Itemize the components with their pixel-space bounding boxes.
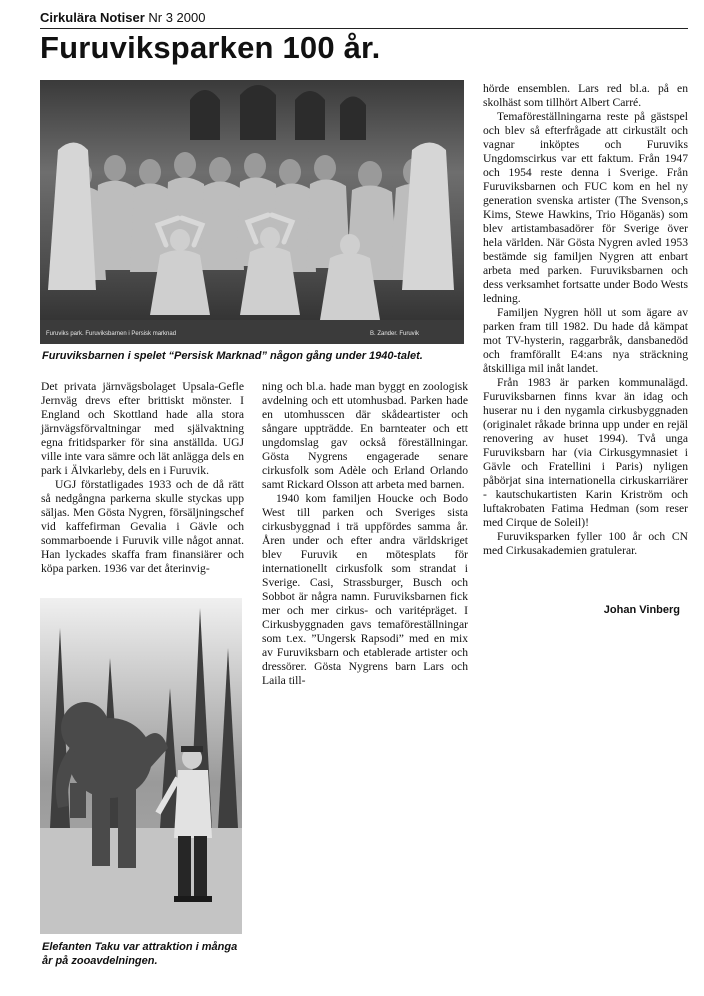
text-column-2: [262, 380, 468, 688]
photo-overlay-left: Furuviks park. Furuviksbarnen i Persisk marknad: [46, 331, 177, 337]
paragraph: Från 1983 är parken kommunalägd. Furuviksbarnen finns kvar än idag och huserar nu i den nygamla cirkusbyggnaden (originalet råkade brinna upp under en rejäl renovering av huset 1994). Två unga Furuviksbarn har (via Cirkusgymnasiet i Gävle och Fratellini i Paris) nyligen påbörjat sina internationella cirkuskarriärer - kautschukartisten Karin Kriström och luftakrobaten Fatima Hedman (som reser med Cirque de Soleil)!: [483, 376, 688, 529]
paragraph: Furuviksparken fyller 100 år och CN med Cirkusakademien gratulerar.: [483, 530, 688, 557]
author-signature: Johan Vinberg: [603, 604, 680, 616]
paragraph: Temaföreställningarna reste på gästspel och blev så efterfrågade att cirkustält och vagnar inköptes och Furuviks Ungdomscirkus var ett faktum. Från 1947 och 1954 reste denna i Sverige. Från Furuviksbarnen och FUC kom en hel ny generation svenska artister (The Svenson,s Kims, Stewe Hawkins, Trio Höganäs) som blev artistambasadörer för Sverige över hela världen. När Gösta Nygren avled 1953 bestämde sig familjen Nygren att enbart arbeta med parken. Furuviksbarnen och dess verksamhet fortsatte under Bodo Wests ledning.: [483, 110, 688, 305]
text-column-1: [41, 380, 244, 576]
publication-name: Cirkulära Notiser: [40, 10, 145, 25]
article-title: Furuviksparken 100 år.: [40, 30, 381, 65]
paragraph: 1940 kom familjen Houcke och Bodo West till parken och Sveriges sista cirkusbyggnad i trä uppfördes samma år. Åren under och efter andra världskriget blev Furuvik en mötesplats för internationellt cirkusfolk som strandat i Sverige. Casi, Strassburger, Busch och Sobbot är några namn. Furuviksbarnen fick mer och mer cirkus- och varitépräget. I Cirkusbyggnaden gavs temaföreställningar som t.ex. ”Ungersk Rapsodi” med en mix av Furuviksbarn och etablerade artister och dressörer. Gösta Nygrens barn Lars och Laila till-: [262, 492, 468, 687]
issue-number: Nr 3 2000: [148, 10, 206, 25]
paragraph: Familjen Nygren höll ut som ägare av parken fram till 1982. Du hade då kämpat mot TV-hysterin, raggarbråk, dansbanedöd och framförallt E4:ans nya sträckning åtskilliga mil inåt landet.: [483, 306, 688, 375]
photo1-caption: Furuviksbarnen i spelet “Persisk Marknad” någon gång under 1940-talet.: [42, 350, 423, 362]
text-column-3: [483, 82, 688, 558]
header-rule: [40, 28, 688, 29]
paragraph: Det privata järnvägsbolaget Upsala-Gefle Jernväg drevs efter brittiskt mönster. I England och Skottland hade alla stora järnvägsförvaltningar med självaktning egna fritidsparker för sina anställda. UGJ ville inte vara sämre och lät anlägga dels en park i Älvkarleby, dels en i Furuvik.: [41, 380, 244, 477]
paragraph: hörde ensemblen. Lars red bl.a. på en skolhäst som tillhört Albert Carré.: [483, 82, 688, 109]
photo-elephant-taku: [40, 598, 242, 934]
page-header: [40, 10, 205, 25]
photo-overlay-right: B. Zander. Furuvik: [370, 331, 420, 337]
photo-persisk-marknad: [40, 80, 464, 344]
photo2-caption: Elefanten Taku var attraktion i många år på zooavdelningen.: [42, 941, 238, 967]
paragraph: UGJ förstatligades 1933 och de då rätt så nedgångna parkerna skulle styckas upp säljas. Men Gösta Nygren, försäljningschef vid kaffefirman Gevalia i Gävle och sommarboende i Furuvik ville något annat. Han lyckades skaffa fram finansiärer och köpa parken. 1936 var det återinvig-: [41, 478, 244, 575]
paragraph: ning och bl.a. hade man byggt en zoologisk avdelning och ett utomhusbad. Parken hade en utomhusscen där skådeartister och sångare uppträdde. En barnteater och ett ungdomslag gav också föreställningar. Gösta Nygrens engagerade senare cirkusfolk som Adèle och Erland Orlando samt Rickard Olsson att arbeta med barnen.: [262, 380, 468, 491]
